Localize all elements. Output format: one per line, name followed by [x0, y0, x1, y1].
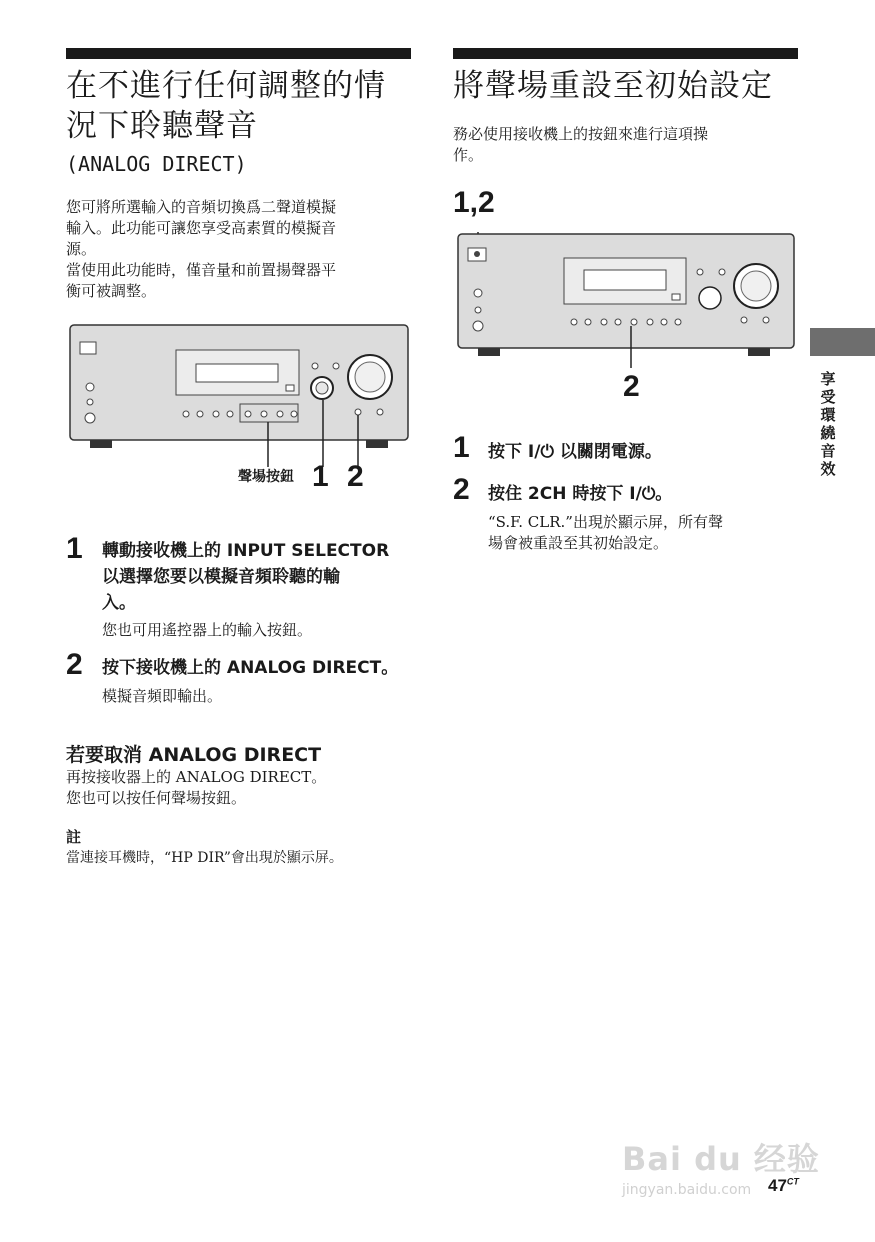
step-2-note: 模擬音頻即輸出。 — [102, 687, 223, 705]
section-subtitle: (ANALOG DIRECT) — [66, 152, 247, 176]
step-number: 1 — [453, 431, 470, 464]
watermark-url: jingyan.baidu.com — [622, 1182, 752, 1198]
note-line: 場會被重設至其初始設定。 — [488, 534, 669, 552]
note-text: 當連接耳機時，“HP DIR”會出現於顯示屏。 — [66, 850, 343, 866]
intro-line: 源。 — [66, 240, 97, 258]
figure-callout-2: 2 — [347, 460, 364, 493]
right-intro — [453, 124, 708, 166]
right-step-1-text: 按下 I/⏻ 以關閉電源。 — [488, 442, 662, 462]
figure-callout-top: 1,2 — [453, 186, 495, 219]
intro-line: 作。 — [453, 146, 484, 164]
cancel-text — [66, 767, 326, 809]
figure-callout-bottom: 2 — [623, 370, 640, 403]
cancel-line: 您也可以按任何聲場按鈕。 — [66, 789, 247, 807]
section-title-right: 將聲場重設至初始設定 — [453, 68, 773, 104]
receiver-illustration-right — [456, 230, 796, 370]
page-number-suffix: CT — [786, 1176, 799, 1187]
section-rule-right — [453, 48, 798, 59]
step-1-line: 轉動接收機上的 INPUT SELECTOR — [102, 541, 390, 561]
side-tab-marker — [810, 328, 875, 356]
intro-line: 務必使用接收機上的按鈕來進行這項操 — [453, 125, 709, 143]
left-intro — [66, 197, 411, 302]
section-title-line1: 在不進行任何調整的情 — [66, 68, 386, 104]
section-rule-left — [66, 48, 411, 59]
page-number-value: 47 — [768, 1176, 787, 1195]
cancel-heading: 若要取消 ANALOG DIRECT — [66, 744, 322, 766]
step-1-text — [102, 538, 412, 616]
step-number: 2 — [453, 473, 470, 506]
intro-line: 輸入。此功能可讓您享受高素質的模擬音 — [66, 219, 337, 237]
step-number: 2 — [66, 648, 83, 681]
power-button — [80, 342, 96, 354]
intro-line: 衡可被調整。 — [66, 282, 157, 300]
side-tab-label: 享受環繞音效 — [820, 370, 836, 478]
cancel-line: 再按接收器上的 ANALOG DIRECT。 — [66, 768, 327, 786]
note-line: “S.F. CLR.”出現於顯示屏，所有聲 — [488, 513, 723, 531]
section-title-line2: 況下聆聽聲音 — [66, 108, 258, 144]
step-number: 1 — [66, 532, 83, 565]
page-number — [768, 1176, 799, 1196]
right-step-2-text: 按住 2CH 時按下 I/⏻。 — [488, 484, 673, 504]
figure-callout-1: 1 — [312, 460, 329, 493]
intro-line: 當使用此功能時，僅音量和前置揚聲器平 — [66, 261, 337, 279]
step-2-text: 按下接收機上的 ANALOG DIRECT。 — [102, 658, 399, 678]
step-1-line: 以選擇您要以模擬音頻聆聽的輸 — [102, 567, 340, 587]
intro-line: 您可將所選輸入的音頻切換爲二聲道模擬 — [66, 198, 337, 216]
note-heading: 註 — [66, 828, 82, 846]
step-1-note: 您也可用遙控器上的輸入按鈕。 — [102, 621, 313, 639]
step-1-line: 入。 — [102, 593, 136, 613]
watermark-brand: Bai du 经验 — [622, 1140, 820, 1178]
right-step-2-note — [488, 512, 723, 554]
sound-field-buttons-label: 聲場按鈕 — [238, 469, 294, 485]
